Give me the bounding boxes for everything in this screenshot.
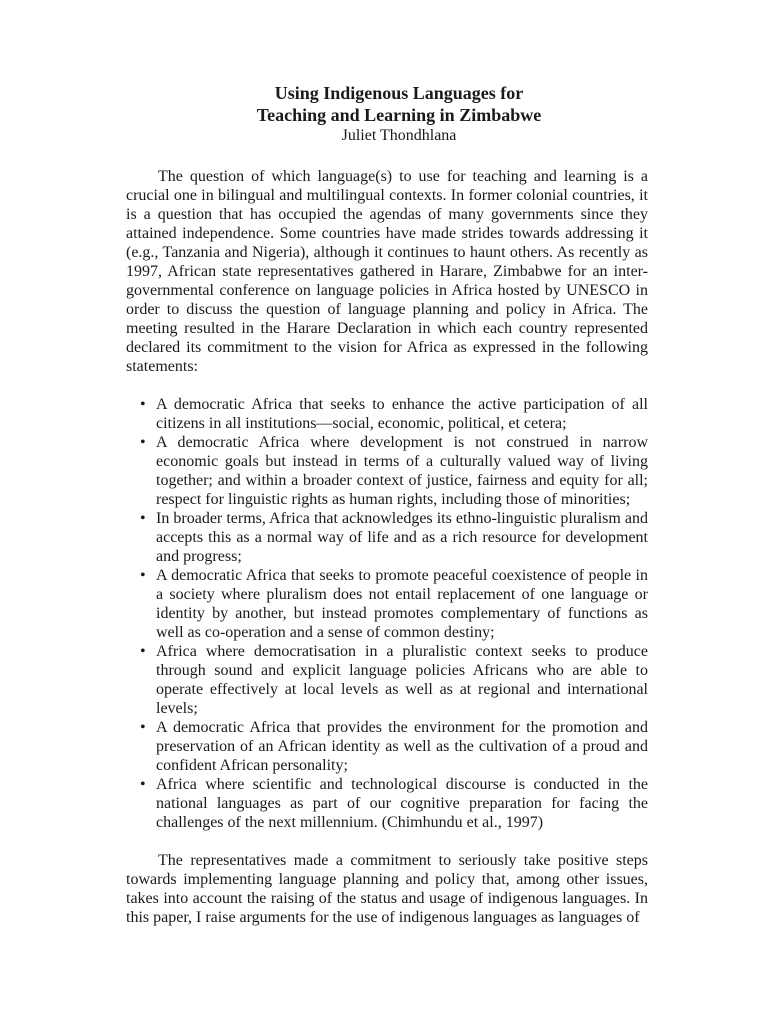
document-page xyxy=(126,82,648,927)
list-item-text: A democratic Africa where development is not construed in narrow economic goals but instead in terms of a culturally valued way of living together; and within a broader context of justice, fairness and equity for all; respect for linguistic rights as human rights, including those of minorities; xyxy=(156,434,648,508)
list-item-text: A democratic Africa that seeks to promote peaceful coexistence of people in a society where pluralism does not entail replacement of one language or identity by another, but instead promotes complementary of functions as well as co-operation and a sense of common destiny; xyxy=(156,567,648,641)
bullet-icon: • xyxy=(140,434,146,451)
list-item xyxy=(140,718,648,775)
list-item xyxy=(140,775,648,832)
list-item-text: Africa where scientific and technological discourse is conducted in the national languages as part of our cognitive preparation for facing the challenges of the next millennium. (Chimhundu et al., 1997) xyxy=(156,776,648,831)
bullet-icon: • xyxy=(140,643,146,660)
list-item xyxy=(140,433,648,509)
author-name: Juliet Thondhlana xyxy=(341,127,457,144)
bullet-icon: • xyxy=(140,776,146,793)
list-item-text: Africa where democratisation in a pluralistic context seeks to produce through sound and explicit language policies Africans who are able to operate effectively at local levels as well as at regional and international levels; xyxy=(156,643,648,717)
title-line-2: Teaching and Learning in Zimbabwe xyxy=(256,105,542,125)
list-item-text: A democratic Africa that provides the environment for the promotion and preservation of an African identity as well as the cultivation of a proud and confident African personality; xyxy=(156,719,648,774)
bullet-icon: • xyxy=(140,510,146,527)
list-item xyxy=(140,566,648,642)
closing-paragraph: The representatives made a commitment to seriously take positive steps towards implementing language planning and policy that, among other issues, takes into account the raising of the status and usage of indigenous languages. In this paper, I raise arguments for the use of indigenous languages as languages of xyxy=(126,852,648,926)
list-item xyxy=(140,642,648,718)
intro-paragraph: The question of which language(s) to use for teaching and learning is a crucial one in bilingual and multilingual contexts. In former colonial countries, it is a question that has occupied the agendas of many governments since they attained independence. Some countries have made strides towards addressing it (e.g., Tanzania and Nigeria), although it continues to haunt others. As recently as 1997, African state representatives gathered in Harare, Zimbabwe for an inter-governmental conference on language policies in Africa hosted by UNESCO in order to discuss the question of language planning and policy in Africa. The meeting resulted in the Harare Declaration in which each country represented declared its commitment to the vision for Africa as expressed in the following statements: xyxy=(126,168,648,375)
bullet-icon: • xyxy=(140,719,146,736)
page-title xyxy=(126,82,648,126)
list-item xyxy=(140,509,648,566)
list-item xyxy=(140,395,648,433)
list-item-text: In broader terms, Africa that acknowledges its ethno-linguistic pluralism and accepts this as a normal way of life and as a rich resource for development and progress; xyxy=(156,510,648,565)
bullet-icon: • xyxy=(140,567,146,584)
declaration-statements-list xyxy=(126,395,648,832)
list-item-text: A democratic Africa that seeks to enhance the active participation of all citizens in all institutions—social, economic, political, et cetera; xyxy=(156,396,648,432)
title-line-1: Using Indigenous Languages for xyxy=(274,83,524,103)
bullet-icon: • xyxy=(140,396,146,413)
